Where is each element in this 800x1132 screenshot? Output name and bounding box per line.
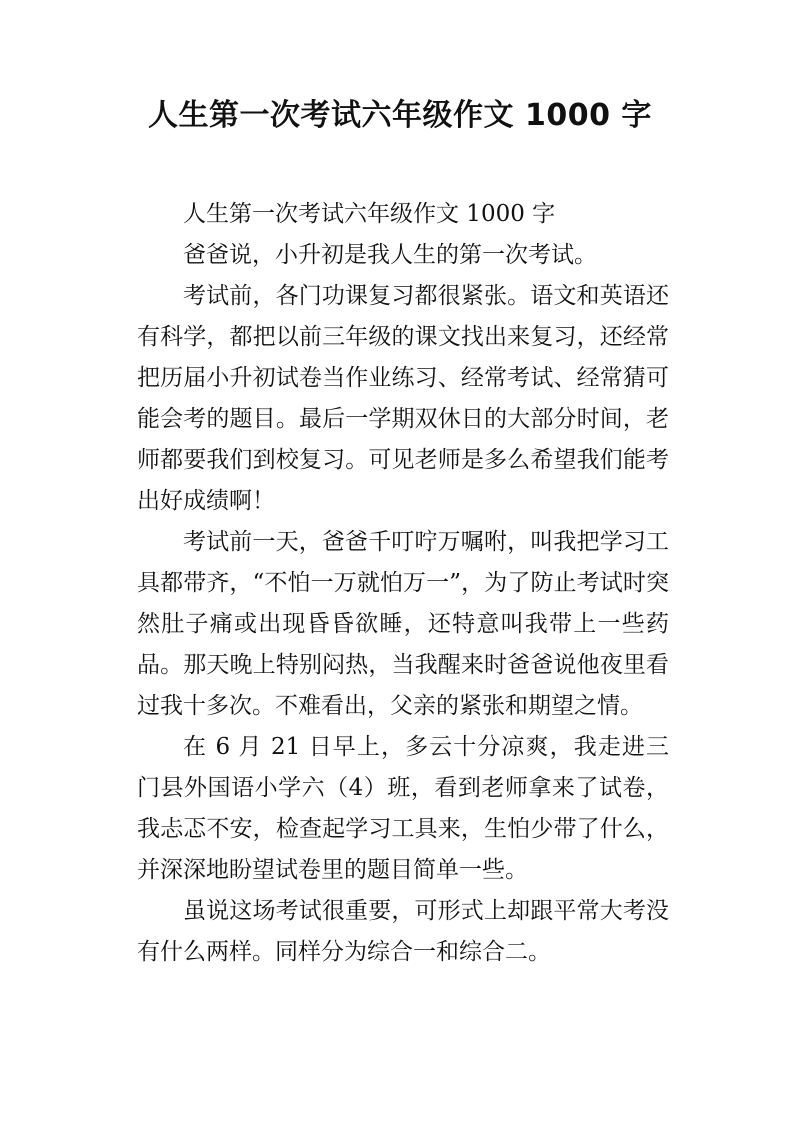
paragraph-before-exam: 考试前，各门功课复习都很紧张。语文和英语还有科学，都把以前三年级的课文找出来复习，还经常把历届小升初试卷当作业练习、经常考试、经常猜可能会考的题目。最后一学期双休日的大部分时间，老师都要我们到校复习。可见老师是多么希望我们能考出好成绩啊！ [137,283,669,514]
paragraph-exam-format: 虽说这场考试很重要，可形式上却跟平常大考没有什么两样。同样分为综合一和综合二。 [137,898,669,965]
document-title: 人生第一次考试六年级作文 1000 字 [148,98,652,133]
paragraph-intro: 爸爸说，小升初是我人生的第一次考试。 [183,242,597,268]
paragraph-heading-repeat: 人生第一次考试六年级作文 1000 字 [183,201,556,227]
paragraph-day-before: 考试前一天，爸爸千叮咛万嘱咐，叫我把学习工具都带齐，“不怕一万就怕万一”，为了防止考试时突然肚子痛或出现昏昏欲睡，还特意叫我带上一些药品。那天晚上特别闷热，当我醒来时爸爸说他夜里看过我十多次。不难看出，父亲的紧张和期望之情。 [137,529,669,719]
paragraph-exam-morning: 在 6 月 21 日早上，多云十分凉爽，我走进三门县外国语小学六（4）班，看到老师拿来了试卷，我忐忑不安，检查起学习工具来，生怕少带了什么，并深深地盼望试卷里的题目简单一些。 [137,734,669,883]
document-body [137,194,669,973]
